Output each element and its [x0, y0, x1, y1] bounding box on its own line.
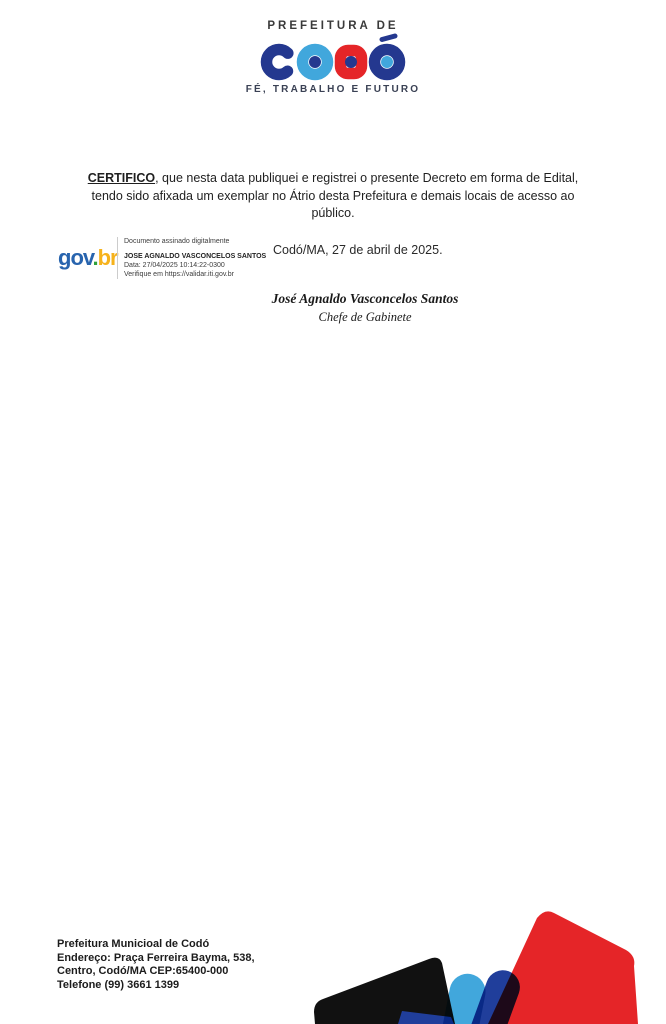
signatory-block [0, 289, 666, 326]
codo-logo [258, 33, 408, 83]
certify-line1-rest: , que nesta data publiquei e registrei o presente Decreto em forma de Edital, [155, 171, 579, 185]
footer-line-address: Endereço: Praça Ferreira Bayma, 538, [57, 951, 255, 964]
footer-line-city-cep: Centro, Codó/MA CEP:65400-000 [57, 965, 229, 977]
stamp-line-digitally-signed: Documento assinado digitalmente [124, 238, 230, 245]
corner-shape-black [314, 958, 455, 1024]
footer-address-block [57, 938, 255, 992]
stamp-date-line: Data: 27/04/2025 10:14:22-0300 [124, 262, 225, 269]
certification-line3: público. [311, 206, 355, 220]
govbr-signature-stamp [58, 236, 267, 284]
header-logo-block [0, 20, 666, 95]
certification-line2: tendo sido afixada um exemplar no Átrio desta Prefeitura e demais locais de acesso ao [91, 188, 575, 203]
signatory-name: José Agnaldo Vasconcelos Santos [271, 291, 459, 306]
logo-pretitle: PREFEITURA DE [267, 20, 399, 32]
certification-paragraph [77, 170, 589, 223]
logo-letter-oacute-dot [381, 56, 393, 68]
logo-accent-mark [382, 36, 395, 40]
signatory-role: Chefe de Gabinete [318, 310, 412, 324]
logo-letter-o-dot [309, 56, 321, 68]
govbr-logo-dot: . [92, 245, 98, 270]
logo-tagline: FÉ, TRABALHO E FUTURO [245, 84, 421, 95]
stamp-signer-name: JOSE AGNALDO VASCONCELOS SANTOS [124, 253, 267, 260]
dateline: Codó/MA, 27 de abril de 2025. [273, 243, 443, 257]
corner-brand-shapes [290, 890, 666, 1024]
footer-line-phone: Telefone (99) 3661 1399 [57, 978, 180, 991]
govbr-logo-br: br [97, 245, 118, 270]
logo-letter-c [267, 50, 292, 75]
certification-line1 [77, 170, 589, 188]
stamp-text-block [117, 237, 266, 279]
stamp-verify-line: Verifique em https://validar.iti.gov.br [124, 271, 234, 278]
footer-line-orgname: Prefeitura Municioal de Codó [57, 938, 210, 950]
govbr-logo [58, 247, 118, 269]
logo-letter-d-dot [345, 56, 357, 68]
certify-lead: CERTIFICO [87, 171, 156, 185]
govbr-logo-gov: gov [58, 245, 93, 270]
